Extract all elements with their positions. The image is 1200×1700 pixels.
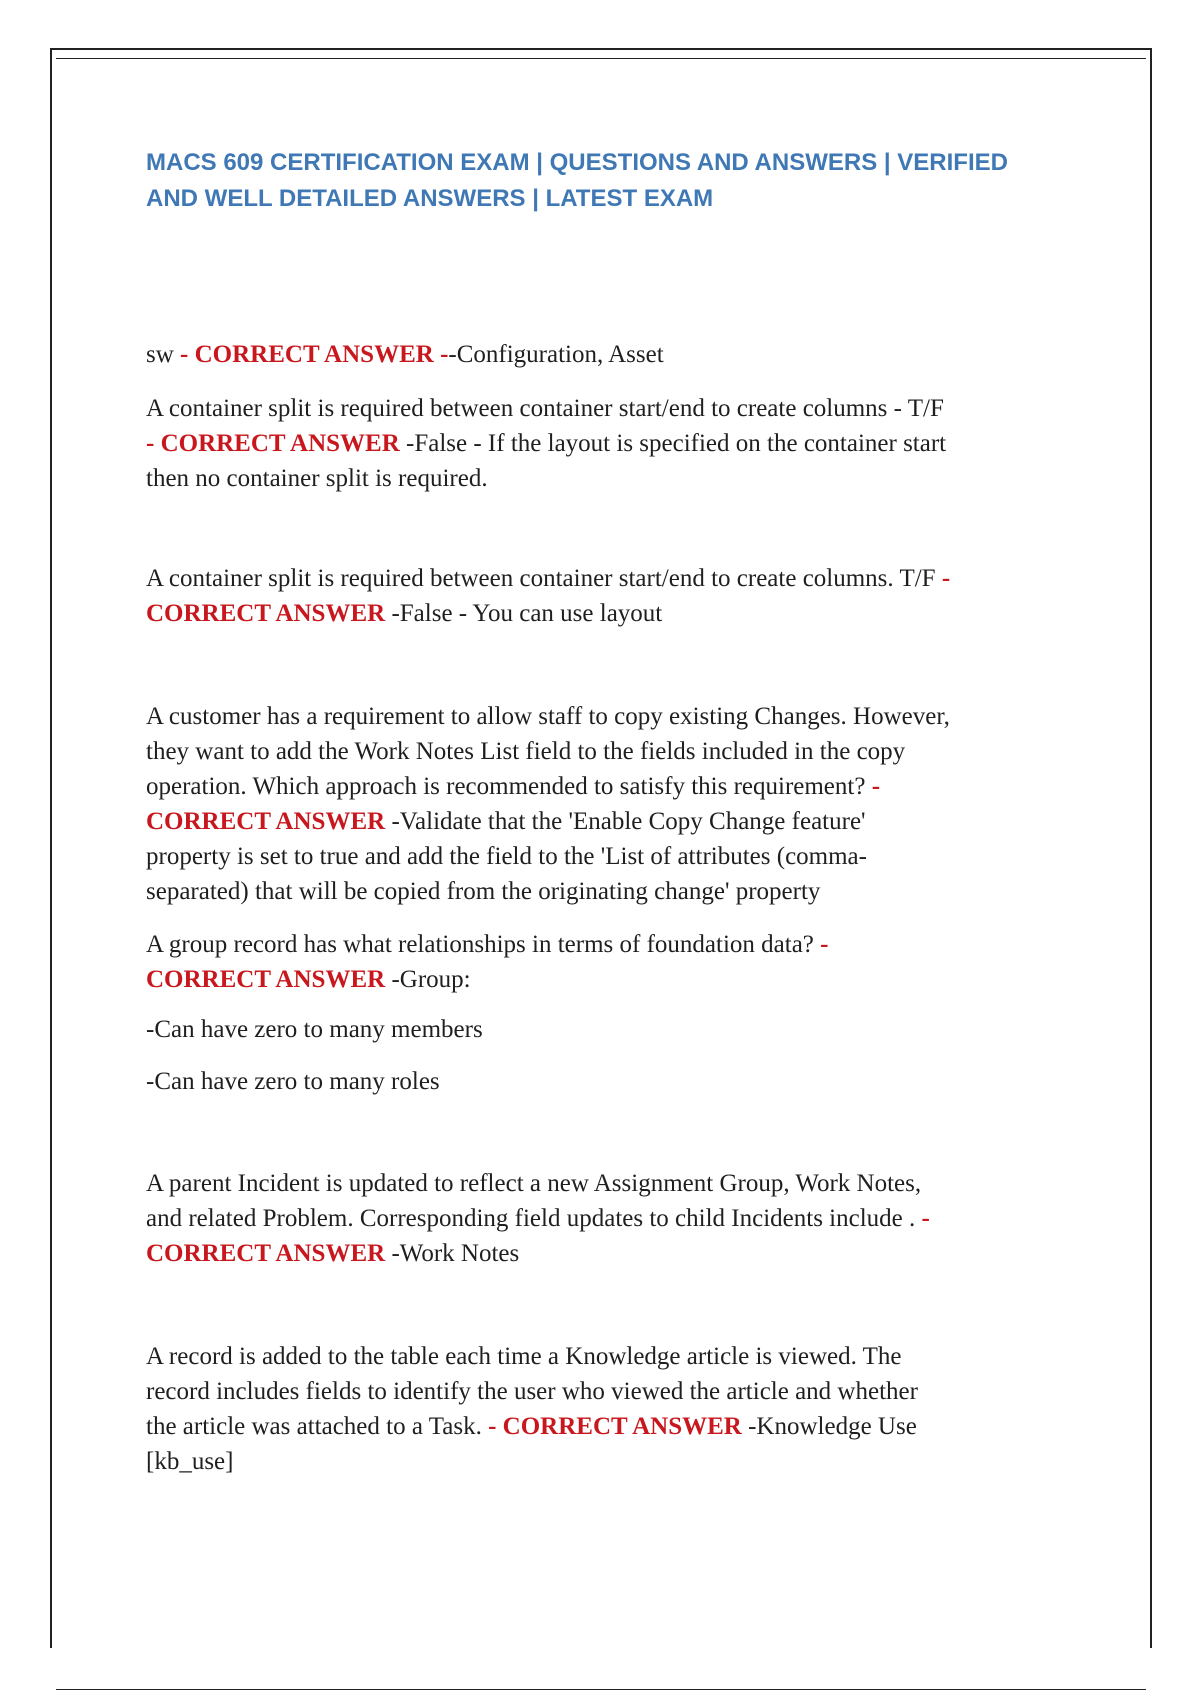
qa-line [146,1374,1066,1409]
separator: - [146,430,161,457]
correct-answer-label: CORRECT ANSWER [146,600,386,627]
correct-answer-label: CORRECT ANSWER [502,1413,742,1440]
question-text: A group record has what relationships in terms of foundation data? [146,931,821,958]
answer-text: [kb_use] [146,1448,234,1475]
answer-text: -Can have zero to many members [146,1016,483,1043]
answer-text: -Can have zero to many roles [146,1068,440,1095]
answer-text: property is set to true and add the field to the 'List of attributes (comma- [146,843,867,870]
question-text: A record is added to the table each time a Knowledge article is viewed. The [146,1343,902,1370]
question-text: sw [146,341,181,368]
qa-line [146,1339,1066,1374]
separator: - [488,1413,503,1440]
answer-text: -Group: [385,966,471,993]
qa-line [146,804,1066,839]
separator: - [871,773,881,800]
qa-line [146,1012,1066,1047]
correct-answer-label: CORRECT ANSWER [194,341,434,368]
question-text: the article was attached to a Task. [146,1413,489,1440]
correct-answer-label: CORRECT ANSWER [146,966,386,993]
qa-item [146,337,1066,372]
answer-text: separated) that will be copied from the originating change' property [146,878,821,905]
qa-line [146,734,1066,769]
document-title [146,145,1046,217]
correct-answer-label: CORRECT ANSWER [146,808,386,835]
qa-item [146,1339,1066,1479]
qa-item [146,391,1066,496]
question-text: A parent Incident is updated to reflect a new Assignment Group, Work Notes, [146,1170,922,1197]
qa-line [146,699,1066,734]
answer-text: -False - If the layout is specified on the container start [406,430,947,457]
qa-line [146,391,1066,426]
qa-line [146,769,1066,804]
question-text: A container split is required between container start/end to create columns - T/F [146,395,944,422]
qa-line [146,1166,1066,1201]
qa-line [146,561,1066,596]
qa-line [146,839,1066,874]
answer-text: -Configuration, Asset [448,341,664,368]
title-line-1: MACS 609 CERTIFICATION EXAM | QUESTIONS AND ANSWERS | VERIFIED [146,149,1008,176]
separator: - [180,341,195,368]
separator: - [941,565,951,592]
question-text: operation. Which approach is recommended to satisfy this requirement? [146,773,872,800]
qa-line [146,1064,1066,1099]
qa-line [146,426,1066,461]
answer-text: -Work Notes [385,1240,520,1267]
qa-item [146,1166,1066,1271]
qa-line [146,337,1066,372]
qa-line [146,596,1066,631]
qa-line [146,962,1066,997]
correct-answer-label: CORRECT ANSWER [146,1240,386,1267]
question-text: and related Problem. Corresponding field updates to child Incidents include . [146,1205,922,1232]
qa-line [146,1236,1066,1271]
question-text: A customer has a requirement to allow staff to copy existing Changes. However, [146,703,950,730]
question-text: A container split is required between container start/end to create columns. T/F [146,565,942,592]
separator: - [433,341,449,368]
qa-line [146,874,1066,909]
answer-text: -Knowledge Use [741,1413,917,1440]
question-text: record includes fields to identify the user who viewed the article and whether [146,1378,918,1405]
qa-line [146,1409,1066,1444]
bottom-rule [56,1689,1146,1690]
title-line-2: AND WELL DETAILED ANSWERS | LATEST EXAM [146,185,714,212]
answer-text: -False - You can use layout [385,600,663,627]
top-rule [56,58,1146,59]
qa-line [146,1444,1066,1479]
question-text: they want to add the Work Notes List field to the fields included in the copy [146,738,906,765]
qa-line [146,461,1066,496]
answer-text: then no container split is required. [146,465,488,492]
qa-line [146,1201,1066,1236]
qa-item [146,699,1066,909]
separator: - [820,931,829,958]
qa-item [146,1064,1066,1099]
qa-item [146,561,1066,631]
qa-item [146,1012,1066,1047]
separator: - [921,1205,930,1232]
correct-answer-label: CORRECT ANSWER [160,430,400,457]
answer-text: -Validate that the 'Enable Copy Change feature' [385,808,866,835]
qa-item [146,927,1066,997]
qa-line [146,927,1066,962]
